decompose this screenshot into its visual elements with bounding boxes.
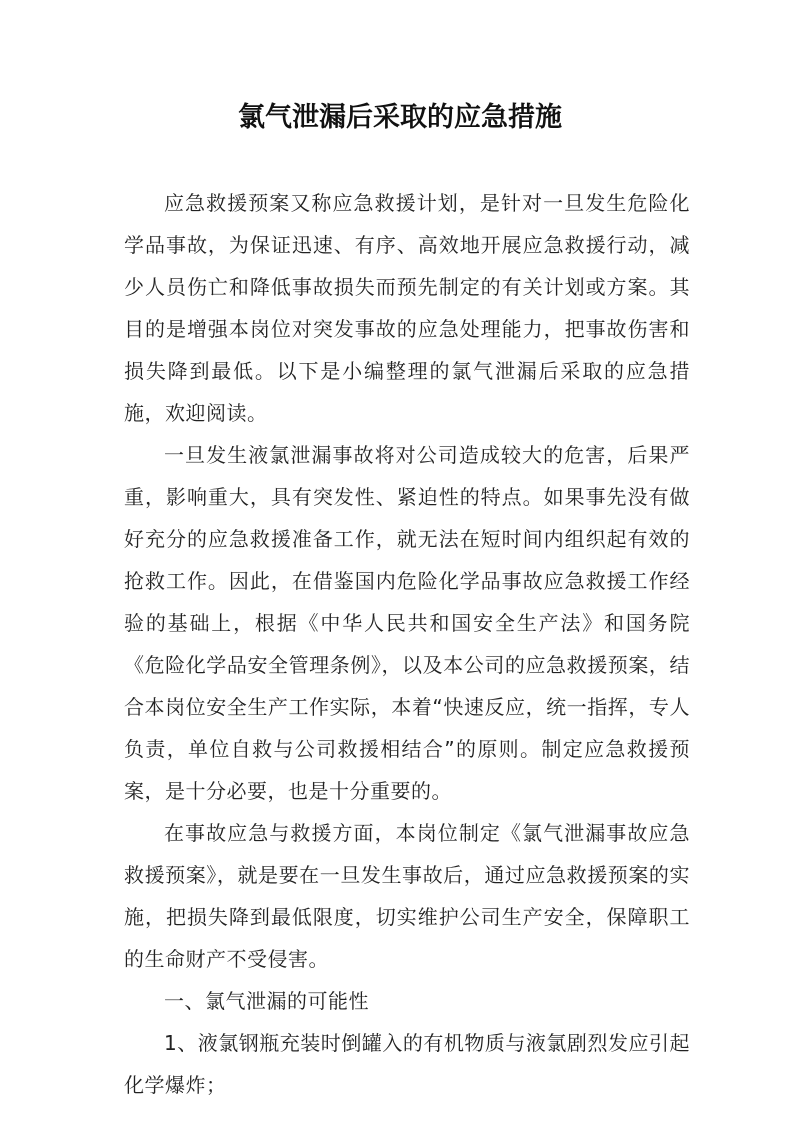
document-body xyxy=(124,182,690,1106)
section-heading: 一、氯气泄漏的可能性 xyxy=(164,989,369,1013)
paragraph-purpose: 在事故应急与救援方面，本岗位制定《氯气泄漏事故应急救援预案》，就是要在一旦发生事故后，通过应急救援预案的实施，把损失降到最低限度，切实维护公司生产安全，保障职工的生命财产不受侵害。 xyxy=(124,821,690,971)
page-title: 氯气泄漏后采取的应急措施 xyxy=(238,102,562,133)
paragraph-intro: 应急救援预案又称应急救援计划，是针对一旦发生危险化学品事故，为保证迅速、有序、高效地开展应急救援行动，减少人员伤亡和降低事故损失而预先制定的有关计划或方案。其目的是增强本岗位对突发事故的应急处理能力，把事故伤害和损失降到最低。以下是小编整理的氯气泄漏后采取的应急措施，欢迎阅读。 xyxy=(124,191,690,425)
list-item: 1、液氯钢瓶充装时倒罐入的有机物质与液氯剧烈发应引起化学爆炸； xyxy=(124,1031,690,1097)
paragraph-background: 一旦发生液氯泄漏事故将对公司造成较大的危害，后果严重，影响重大，具有突发性、紧迫性的特点。如果事先没有做好充分的应急救援准备工作，就无法在短时间内组织起有效的抢救工作。因此，在借鉴国内危险化学品事故应急救援工作经验的基础上，根据《中华人民共和国安全生产法》和国务院《危险化学品安全管理条例》，以及本公司的应急救援预案，结合本岗位安全生产工作实际，本着“快速反应，统一指挥，专人负责，单位自救与公司救援相结合”的原则。制定应急救援预案，是十分必要，也是十分重要的。 xyxy=(124,443,690,803)
